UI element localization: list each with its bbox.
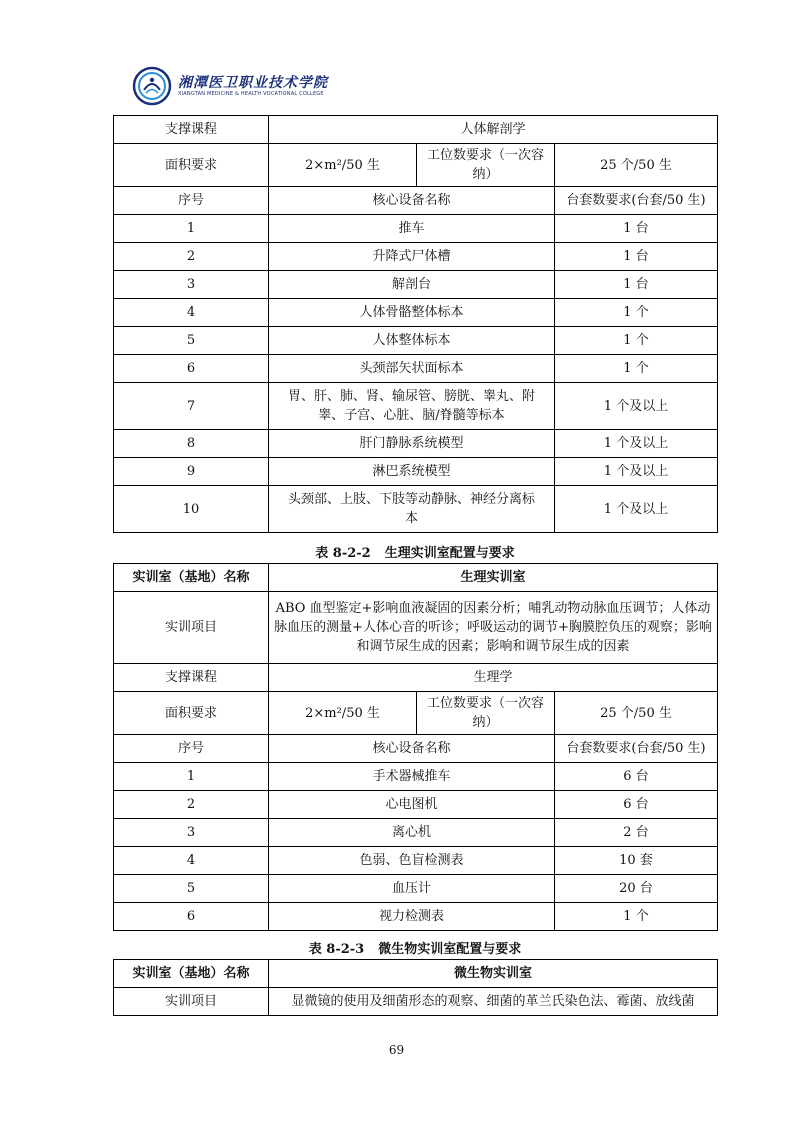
column-header-name: 核心设备名称 xyxy=(269,735,555,763)
physiology-lab-table xyxy=(113,563,718,931)
table-row xyxy=(114,116,718,144)
caption-number: 表 8-2-3 xyxy=(308,942,365,957)
column-header-no: 序号 xyxy=(114,735,269,763)
equipment-qty: 1 台 xyxy=(555,271,718,299)
row-no: 5 xyxy=(114,875,269,903)
area-value: 2×m²/50 生 xyxy=(269,692,417,735)
station-value: 25 个/50 生 xyxy=(555,692,718,735)
table-row xyxy=(114,271,718,299)
lab-name-label: 实训室（基地）名称 xyxy=(114,564,269,592)
row-no: 1 xyxy=(114,215,269,243)
table-row xyxy=(114,791,718,819)
table-row xyxy=(114,243,718,271)
row-no: 2 xyxy=(114,243,269,271)
caption-title: 生理实训室配置与要求 xyxy=(384,546,515,561)
caption-number: 表 8-2-2 xyxy=(315,546,371,561)
table-row xyxy=(114,903,718,931)
table-row xyxy=(114,847,718,875)
equipment-qty: 1 个及以上 xyxy=(555,430,718,458)
table-row xyxy=(114,215,718,243)
table-row xyxy=(114,988,718,1016)
equipment-name: 离心机 xyxy=(269,819,555,847)
row-no: 7 xyxy=(114,383,269,430)
equipment-qty: 1 个及以上 xyxy=(555,486,718,533)
area-label: 面积要求 xyxy=(114,692,269,735)
table-header-row xyxy=(114,735,718,763)
table-row xyxy=(114,875,718,903)
equipment-name: 血压计 xyxy=(269,875,555,903)
equipment-qty: 2 台 xyxy=(555,819,718,847)
equipment-qty: 1 台 xyxy=(555,215,718,243)
equipment-qty: 6 台 xyxy=(555,791,718,819)
equipment-name: 淋巴系统模型 xyxy=(269,458,555,486)
table-row xyxy=(114,763,718,791)
equipment-qty: 10 套 xyxy=(555,847,718,875)
row-no: 5 xyxy=(114,327,269,355)
support-course-value: 人体解剖学 xyxy=(269,116,718,144)
equipment-qty: 1 台 xyxy=(555,243,718,271)
equipment-name: 肝门静脉系统模型 xyxy=(269,430,555,458)
table-row xyxy=(114,960,718,988)
support-course-label: 支撑课程 xyxy=(114,664,269,692)
table-caption-8-2-3 xyxy=(113,938,717,957)
table-row xyxy=(114,564,718,592)
table-row xyxy=(114,692,718,735)
row-no: 9 xyxy=(114,458,269,486)
table-row xyxy=(114,327,718,355)
table-caption-8-2-2 xyxy=(113,542,717,561)
row-no: 8 xyxy=(114,430,269,458)
lab-name-label: 实训室（基地）名称 xyxy=(114,960,269,988)
equipment-name: 头颈部矢状面标本 xyxy=(269,355,555,383)
caption-title: 微生物实训室配置与要求 xyxy=(378,942,522,957)
equipment-qty: 20 台 xyxy=(555,875,718,903)
row-no: 10 xyxy=(114,486,269,533)
row-no: 1 xyxy=(114,763,269,791)
column-header-name: 核心设备名称 xyxy=(269,187,555,215)
equipment-name: 手术器械推车 xyxy=(269,763,555,791)
project-value: 显微镜的使用及细菌形态的观察、细菌的革兰氏染色法、霉菌、放线菌 xyxy=(269,988,718,1016)
equipment-name: 心电图机 xyxy=(269,791,555,819)
school-name-en: XIANGTAN MEDICINE & HEALTH VOCATIONAL COLLEGE xyxy=(178,90,324,97)
support-course-value: 生理学 xyxy=(269,664,718,692)
area-value: 2×m²/50 生 xyxy=(269,144,417,187)
station-label: 工位数要求（一次容纳） xyxy=(417,144,555,187)
row-no: 4 xyxy=(114,847,269,875)
table-row xyxy=(114,592,718,664)
equipment-name: 色弱、色盲检测表 xyxy=(269,847,555,875)
lab-name-value: 微生物实训室 xyxy=(269,960,718,988)
equipment-qty: 6 台 xyxy=(555,763,718,791)
equipment-name: 升降式尸体槽 xyxy=(269,243,555,271)
project-value: ABO 血型鉴定+影响血液凝固的因素分析；哺乳动物动脉血压调节；人体动脉血压的测量+人体心音的听诊；呼吸运动的调节+胸膜腔负压的观察；影响和调节尿生成的因素；影响和调节尿生成的因素 xyxy=(269,592,718,664)
equipment-name: 胃、肝、肺、肾、输尿管、膀胱、睾丸、附睾、子宫、心脏、脑/脊髓等标本 xyxy=(269,383,555,430)
row-no: 2 xyxy=(114,791,269,819)
project-label: 实训项目 xyxy=(114,592,269,664)
area-label: 面积要求 xyxy=(114,144,269,187)
row-no: 3 xyxy=(114,271,269,299)
table-row xyxy=(114,664,718,692)
equipment-qty: 1 个 xyxy=(555,355,718,383)
equipment-name: 人体骨骼整体标本 xyxy=(269,299,555,327)
school-logo xyxy=(132,66,392,106)
equipment-name: 解剖台 xyxy=(269,271,555,299)
equipment-qty: 1 个及以上 xyxy=(555,383,718,430)
table-row xyxy=(114,819,718,847)
school-emblem-icon xyxy=(132,66,172,106)
equipment-name: 人体整体标本 xyxy=(269,327,555,355)
table-row xyxy=(114,299,718,327)
row-no: 3 xyxy=(114,819,269,847)
equipment-name: 推车 xyxy=(269,215,555,243)
column-header-no: 序号 xyxy=(114,187,269,215)
equipment-name: 头颈部、上肢、下肢等动静脉、神经分离标本 xyxy=(269,486,555,533)
lab-name-value: 生理实训室 xyxy=(269,564,718,592)
column-header-qty: 台套数要求(台套/50 生) xyxy=(555,187,718,215)
table-header-row xyxy=(114,187,718,215)
column-header-qty: 台套数要求(台套/50 生) xyxy=(555,735,718,763)
table-row xyxy=(114,458,718,486)
table-row xyxy=(114,383,718,430)
station-value: 25 个/50 生 xyxy=(555,144,718,187)
anatomy-lab-table xyxy=(113,115,718,533)
row-no: 4 xyxy=(114,299,269,327)
school-name-cn: 湘潭医卫职业技术学院 xyxy=(178,74,328,91)
row-no: 6 xyxy=(114,355,269,383)
equipment-qty: 1 个 xyxy=(555,327,718,355)
project-label: 实训项目 xyxy=(114,988,269,1016)
equipment-qty: 1 个及以上 xyxy=(555,458,718,486)
table-row xyxy=(114,430,718,458)
table-row xyxy=(114,144,718,187)
row-no: 6 xyxy=(114,903,269,931)
table-row xyxy=(114,355,718,383)
support-course-label: 支撑课程 xyxy=(114,116,269,144)
equipment-qty: 1 个 xyxy=(555,299,718,327)
microbiology-lab-table xyxy=(113,959,718,1016)
station-label: 工位数要求（一次容纳） xyxy=(417,692,555,735)
equipment-name: 视力检测表 xyxy=(269,903,555,931)
page-number: 69 xyxy=(388,1043,405,1057)
equipment-qty: 1 个 xyxy=(555,903,718,931)
table-row xyxy=(114,486,718,533)
